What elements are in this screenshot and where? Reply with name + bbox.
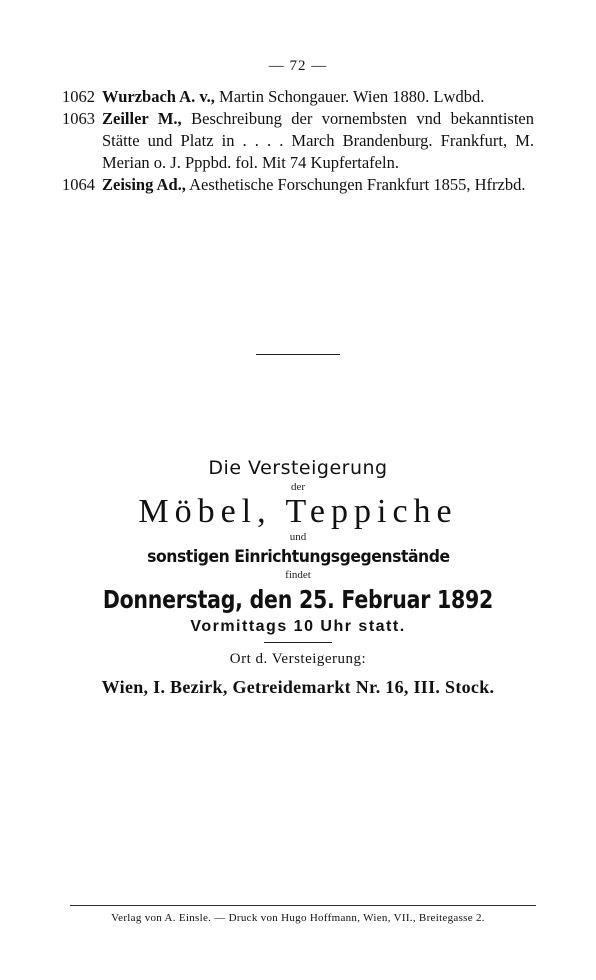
entry-text: Beschreibung der vornembsten vnd bekanntisten Stätte und Platz in . . . . March Brandenburg. Frankfurt, M. Merian o. J. Pppbd. fol. Mit 74 Kupfertafeln.	[102, 109, 535, 172]
page-number: — 72 —	[268, 58, 328, 74]
footer-divider	[70, 905, 536, 906]
announcement-der: der	[290, 481, 306, 493]
entry-author: Zeising Ad.,	[102, 175, 186, 194]
entry-author: Zeiller M.,	[102, 109, 182, 128]
entry-number: 1064	[62, 175, 95, 194]
entry-number: 1063	[62, 109, 95, 128]
announcement-subheadline: sonstigen Einrichtungsgegenstände	[146, 547, 450, 567]
announcement-intro: Die Versteigerung	[208, 457, 388, 479]
entry-text: Aesthetische Forschungen Frankfurt 1855, Hfrzbd.	[189, 175, 526, 194]
venue-address: Wien, I. Bezirk, Getreidemarkt Nr. 16, III. Stock.	[101, 677, 495, 697]
announcement-rule	[264, 642, 332, 643]
catalog-entry	[62, 86, 534, 108]
entry-author: Wurzbach A. v.,	[102, 87, 215, 106]
catalog-list	[62, 86, 534, 196]
venue-label: Ort d. Versteigerung:	[229, 651, 367, 667]
catalog-entry	[62, 174, 534, 196]
entry-text: Martin Schongauer. Wien 1880. Lwdbd.	[219, 87, 485, 106]
section-divider	[256, 354, 340, 355]
announcement-date: Donnerstag, den 25. Februar 1892	[102, 585, 494, 614]
announcement-time: Vormittags 10 Uhr statt.	[190, 618, 406, 635]
announcement-findet: findet	[285, 569, 311, 581]
entry-number: 1062	[62, 87, 95, 106]
announcement-und: und	[289, 531, 307, 543]
auction-announcement	[0, 456, 596, 699]
publisher-imprint: Verlag von A. Einsle. — Druck von Hugo Hoffmann, Wien, VII., Breitegasse 2.	[111, 912, 485, 924]
catalog-entry	[62, 108, 534, 174]
announcement-headline: Möbel, Teppiche	[138, 493, 458, 530]
